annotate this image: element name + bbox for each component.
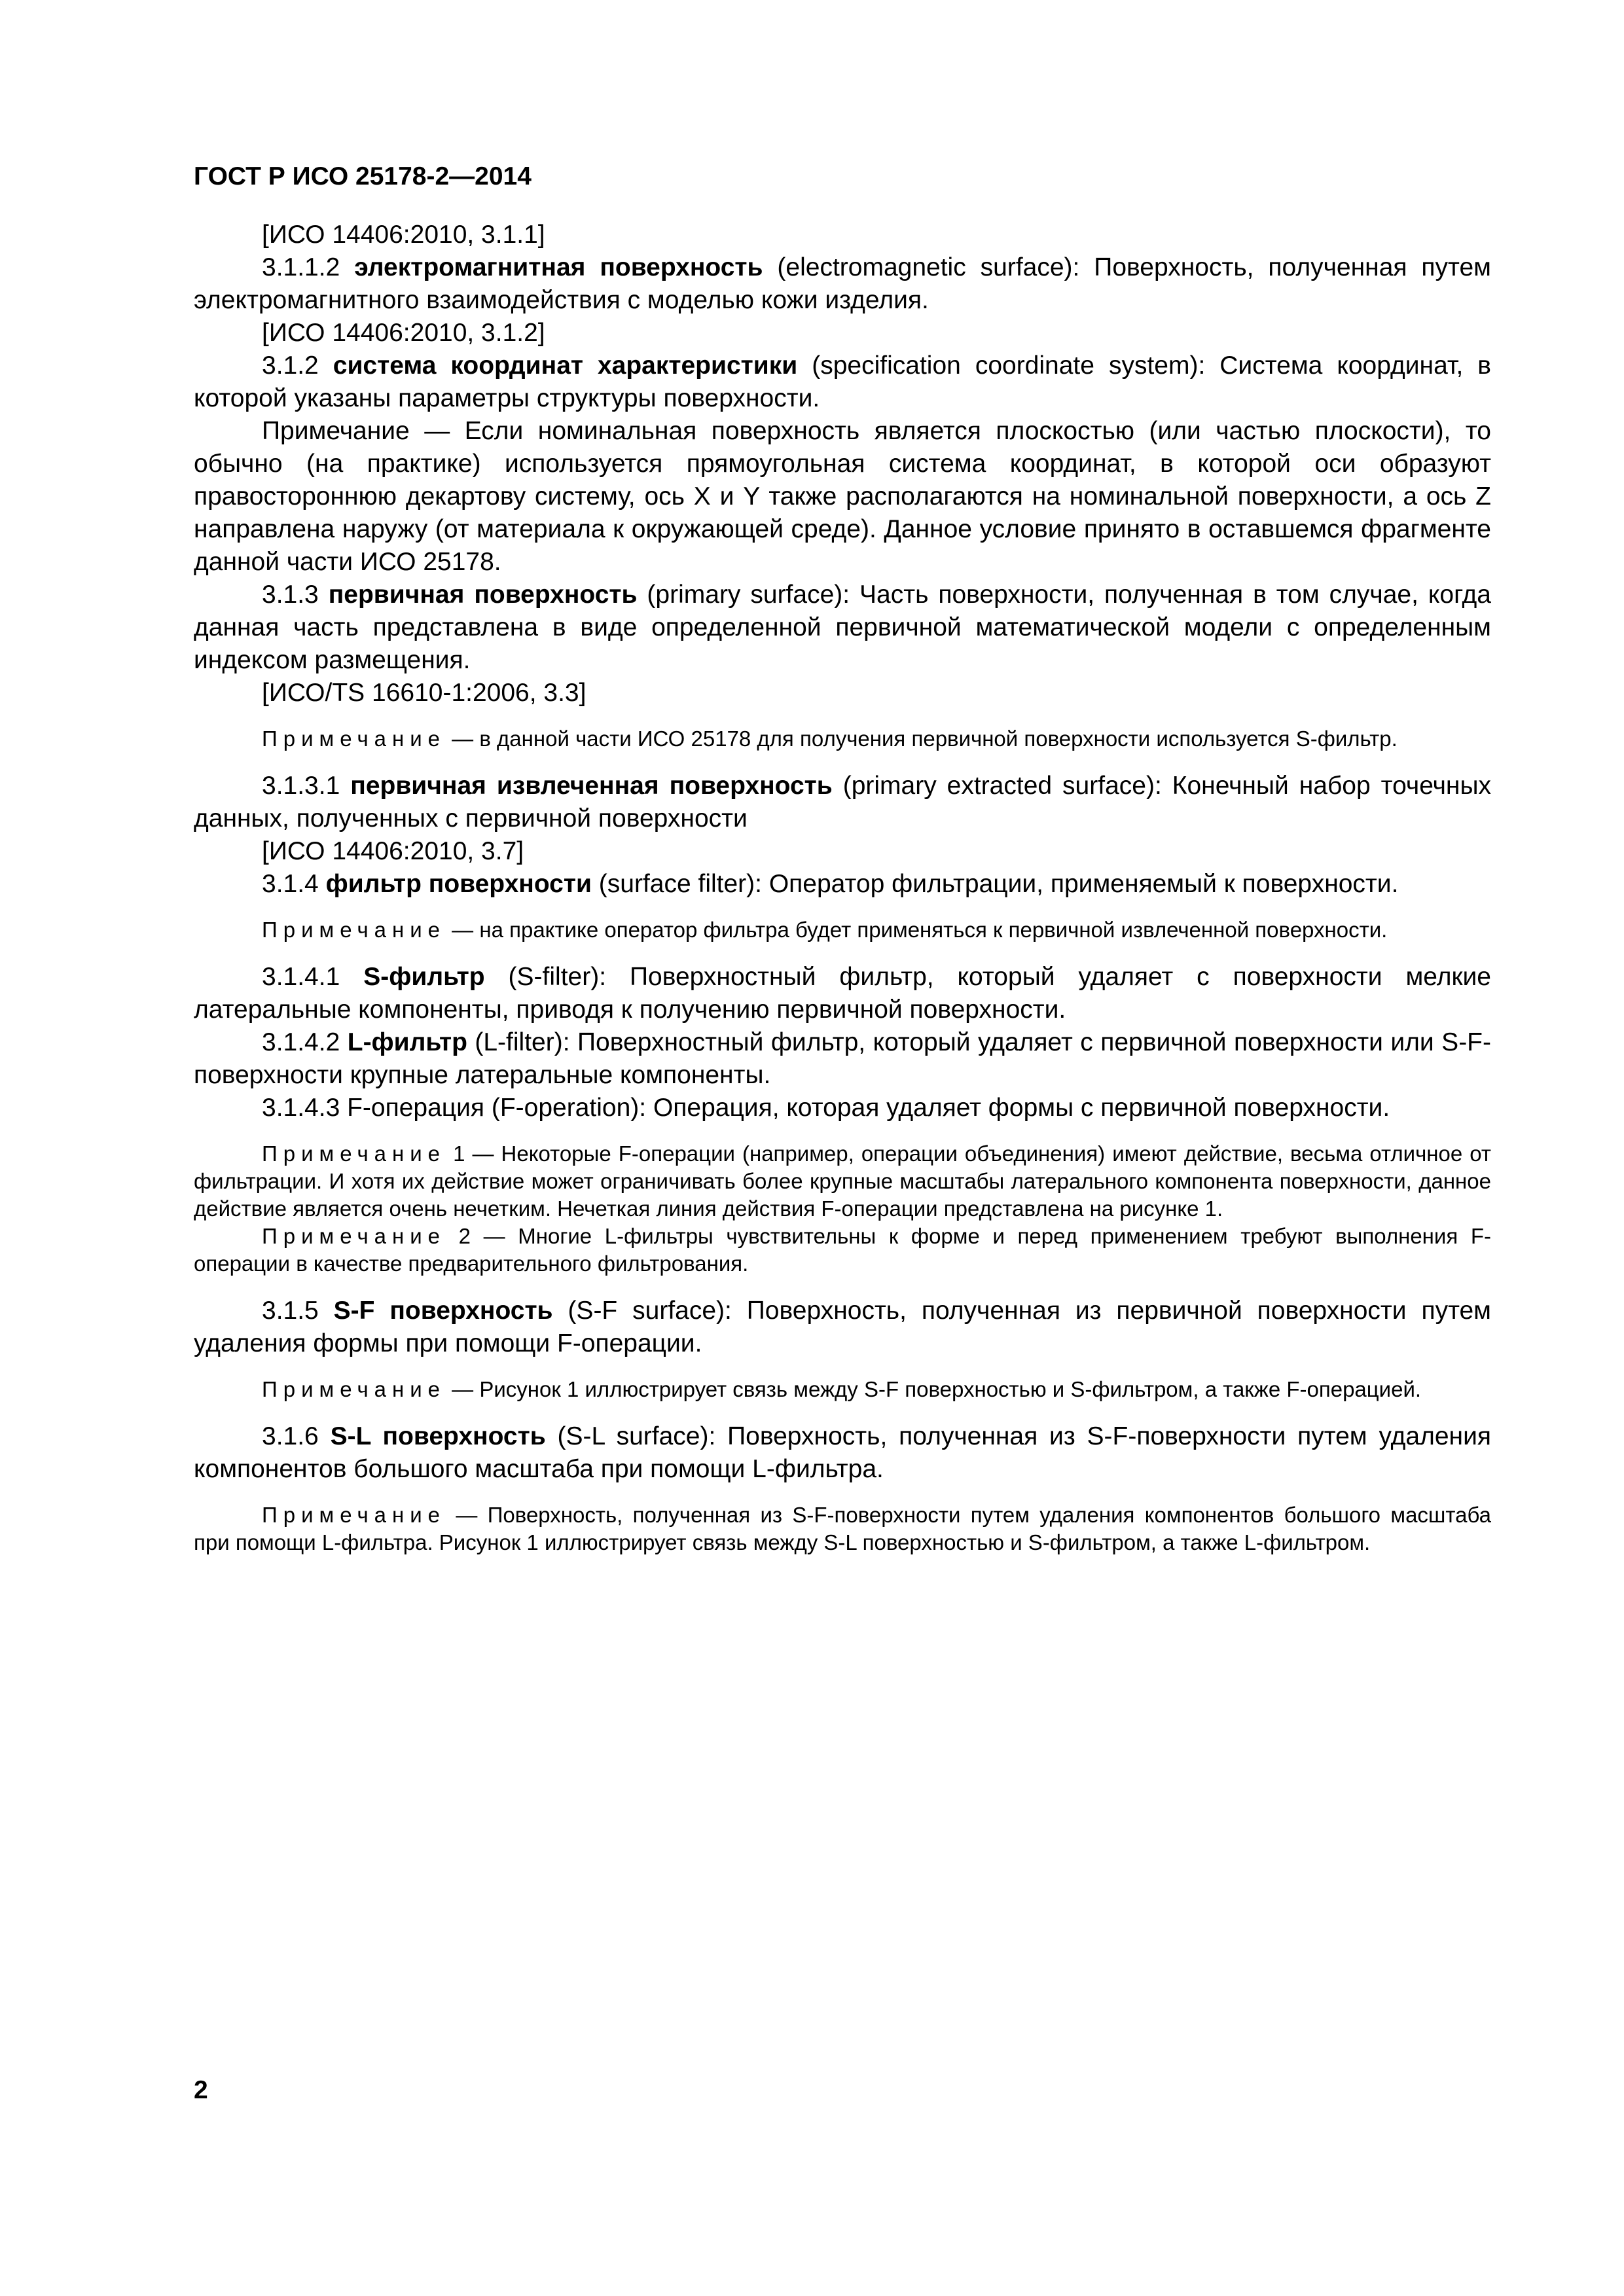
definition-text: (S-L surface): Поверхность, полученная из S-F-поверхности путем удаления компонентов большого масштаба при помощи L-фильтра. xyxy=(194,1422,1491,1483)
reference: [ИСО 14406:2010, 3.1.1] xyxy=(262,221,545,249)
definition-paragraph xyxy=(194,1026,1491,1092)
body-paragraph: 3.1.4.3 F-операция (F-operation): Операция, которая удаляет формы с первичной поверхности. xyxy=(262,1094,1390,1122)
definition-paragraph xyxy=(194,579,1491,677)
definition-paragraph xyxy=(194,350,1491,415)
definition-text: (S-F surface): Поверхность, полученная из первичной поверхности путем удаления формы при помощи F-операции. xyxy=(194,1297,1491,1357)
term: первичная извлеченная поверхность xyxy=(350,772,833,800)
definition-text: (S-filter): Поверхностный фильтр, который удаляет с поверхности мелкие латеральные компоненты, приводя к получению первичной поверхности. xyxy=(194,963,1491,1024)
page-number: 2 xyxy=(194,2076,208,2104)
definition-paragraph xyxy=(194,1295,1491,1360)
definition-text: (surface filter): Оператор фильтрации, применяемый к поверхности. xyxy=(591,870,1399,898)
definition-text: (primary surface): Часть поверхности, полученная в том случае, когда данная часть представлена в виде определенной первичной математической модели с определенным индексом размещения. xyxy=(194,581,1491,674)
note-paragraph xyxy=(194,1223,1491,1278)
note-label: Примечание xyxy=(262,1377,446,1401)
note-text: — Рисунок 1 иллюстрирует связь между S-F поверхностью и S-фильтром, а также F-операцией. xyxy=(446,1377,1422,1401)
note-paragraph xyxy=(194,1501,1491,1556)
document-header: ГОСТ Р ИСО 25178-2—2014 xyxy=(194,162,532,190)
note-paragraph xyxy=(194,1376,1491,1403)
reference: [ИСО/TS 16610-1:2006, 3.3] xyxy=(262,679,586,707)
note-label: Примечание xyxy=(262,1141,446,1166)
term: S-фильтр xyxy=(363,963,485,991)
term: первичная поверхность xyxy=(328,581,638,609)
definition-text: (L-filter): Поверхностный фильтр, который удаляет с первичной поверхности или S-F-поверхности крупные латеральные компоненты. xyxy=(194,1028,1491,1089)
clause-number: 3.1.4.2 xyxy=(262,1028,340,1056)
note-text: 2 — Многие L-фильтры чувствительны к форме и перед применением требуют выполнения F-операции в качестве предварительного фильтрования. xyxy=(194,1224,1491,1276)
reference: [ИСО 14406:2010, 3.7] xyxy=(262,837,524,865)
note-paragraph xyxy=(194,916,1491,944)
definition-text: (specification coordinate system): Система координат, в которой указаны параметры структуры поверхности. xyxy=(194,351,1491,412)
definition-paragraph xyxy=(194,770,1491,835)
term: L-фильтр xyxy=(347,1028,467,1056)
note-text: — на практике оператор фильтра будет применяться к первичной извлеченной поверхности. xyxy=(446,918,1388,942)
definition-paragraph xyxy=(194,251,1491,317)
reference: [ИСО 14406:2010, 3.1.2] xyxy=(262,319,545,347)
note-text: — в данной части ИСО 25178 для получения первичной поверхности используется S-фильтр. xyxy=(446,726,1398,751)
note-label: Примечание xyxy=(262,918,446,942)
clause-number: 3.1.1.2 xyxy=(262,253,340,281)
definition-paragraph xyxy=(194,1420,1491,1486)
term: система координат характеристики xyxy=(333,351,798,380)
definition-paragraph xyxy=(194,961,1491,1026)
note-text: 1 — Некоторые F-операции (например, операции объединения) имеют действие, весьма отличное от фильтрации. И хотя их действие может ограничивать более крупные масштабы латерального компонента поверхности, данное действие является очень нечетким. Нечеткая линия действия F-операции представлена на рисунке 1. xyxy=(194,1141,1491,1221)
term: фильтр поверхности xyxy=(325,870,592,898)
definition-text: (electromagnetic surface): Поверхность, полученная путем электромагнитного взаимодействия с моделью кожи изделия. xyxy=(194,253,1491,314)
note-text: — Поверхность, полученная из S-F-поверхности путем удаления компонентов большого масштаба при помощи L-фильтра. Рисунок 1 иллюстрирует связь между S-L поверхностью и S-фильтром, а также L-фильтром. xyxy=(194,1503,1491,1554)
note-label: Примечание xyxy=(262,1224,446,1248)
term: S-F поверхность xyxy=(333,1297,553,1325)
clause-number: 3.1.2 xyxy=(262,351,319,380)
body-paragraph: Примечание — Если номинальная поверхность является плоскостью (или частью плоскости), то обычно (на практике) используется прямоугольная система координат, в которой оси образуют правостороннюю декартову систему, ось X и Y также располагаются на номинальной поверхности, а ось Z направлена наружу (от материала к окружающей среде). Данное условие принято в оставшемся фрагменте данной части ИСО 25178. xyxy=(194,417,1491,576)
clause-number: 3.1.3 xyxy=(262,581,319,609)
note-paragraph xyxy=(194,1140,1491,1223)
clause-number: 3.1.4 xyxy=(262,870,319,898)
definition-text: (primary extracted surface): Конечный набор точечных данных, полученных с первичной поверхности xyxy=(194,772,1492,833)
term: электромагнитная поверхность xyxy=(354,253,763,281)
page-body xyxy=(194,219,1491,1556)
note-label: Примечание xyxy=(262,1503,446,1527)
term: S-L поверхность xyxy=(330,1422,546,1450)
note-label: Примечание xyxy=(262,726,446,751)
clause-number: 3.1.6 xyxy=(262,1422,319,1450)
clause-number: 3.1.5 xyxy=(262,1297,319,1325)
note-paragraph xyxy=(194,725,1491,753)
clause-number: 3.1.4.1 xyxy=(262,963,340,991)
clause-number: 3.1.3.1 xyxy=(262,772,340,800)
definition-paragraph xyxy=(194,868,1491,901)
